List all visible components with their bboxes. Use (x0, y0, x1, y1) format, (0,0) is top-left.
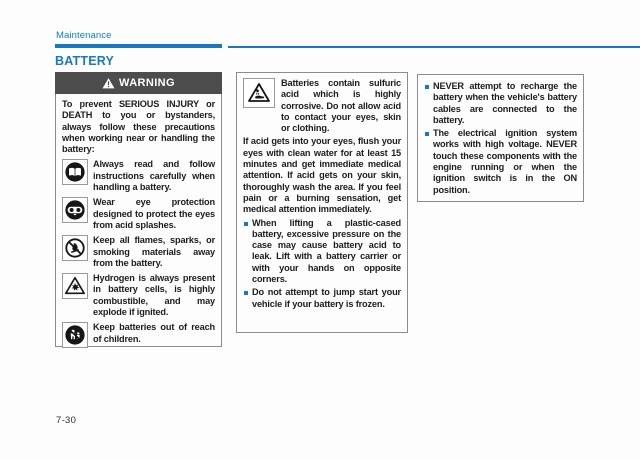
acid-bullet-text: Do not attempt to jump start your vehicle if your battery is frozen. (252, 287, 401, 309)
electrical-bullet-text: The electrical ignition system works with high voltage. NEVER touch these components with the engine running or when the ignition switch is in the ON position. (433, 128, 577, 195)
warning-item-text: Keep batteries out of reach of children. (93, 322, 215, 344)
acid-bullet (243, 287, 401, 310)
no-flames-icon (62, 235, 88, 261)
acid-bullet (243, 218, 401, 286)
read-instructions-icon (62, 159, 88, 185)
warning-box-header (55, 72, 222, 94)
explosion-hazard-icon (62, 273, 88, 299)
warning-item-text: Keep all flames, sparks, or smoking materials away from the battery. (93, 235, 215, 268)
warning-box-body (55, 94, 222, 347)
acid-bullet-text: When lifting a plastic-cased battery, excessive pressure on the case may cause battery acid to leak. Lift with a battery carrier or with your hands on opposite corners. (252, 217, 401, 285)
bullet-marker (244, 291, 248, 295)
bullet-marker (425, 132, 429, 136)
acid-paragraph: If acid gets into your eyes, flush your eyes with clean water for at least 15 minutes and get immediate medical attention. If acid gets on your skin, thoroughly wash the area. If you feel pain or a burning sensation, get medical attention immediately. (243, 136, 401, 215)
warning-intro: To prevent SERIOUS INJURY or DEATH to you or bystanders, always follow these precautions when working near or handling the battery: (62, 99, 215, 155)
warning-header-label: WARNING (119, 77, 175, 89)
warning-item (62, 235, 215, 269)
section-rule-thin (228, 46, 640, 48)
electrical-caution-box (417, 74, 584, 202)
electrical-bullet-text: NEVER attempt to recharge the battery when the vehicle's battery cables are connected to the battery. (433, 81, 577, 125)
bullet-marker (244, 222, 248, 226)
acid-lead-text: Batteries contain sulfuric acid which is highly corrosive. Do not allow acid to contact your eyes, skin or clothing. (281, 78, 401, 134)
warning-item (62, 159, 215, 193)
warning-item-text: Hydrogen is always present in battery cells, is highly combustible, and may explode if ignited. (93, 273, 215, 318)
acid-lead-block (243, 78, 401, 134)
electrical-bullet (424, 128, 577, 196)
warning-item (62, 197, 215, 231)
electrical-bullet (424, 81, 577, 126)
warning-item-text: Wear eye protection designed to protect the eyes from acid splashes. (93, 197, 215, 230)
warning-box (55, 72, 222, 347)
breadcrumb: Maintenance (56, 30, 112, 41)
warning-item (62, 273, 215, 318)
warning-triangle-icon (102, 77, 115, 90)
keep-away-children-icon (62, 322, 88, 348)
page-number: 7-30 (56, 415, 77, 426)
section-rule-thick (55, 44, 222, 48)
bullet-marker (425, 85, 429, 89)
corrosive-acid-icon (243, 78, 275, 108)
acid-caution-box (236, 72, 408, 333)
page-title: BATTERY (55, 54, 115, 68)
warning-item-text: Always read and follow instructions carefully when handling a battery. (93, 159, 215, 193)
warning-item (62, 322, 215, 348)
eye-protection-icon (62, 197, 88, 223)
